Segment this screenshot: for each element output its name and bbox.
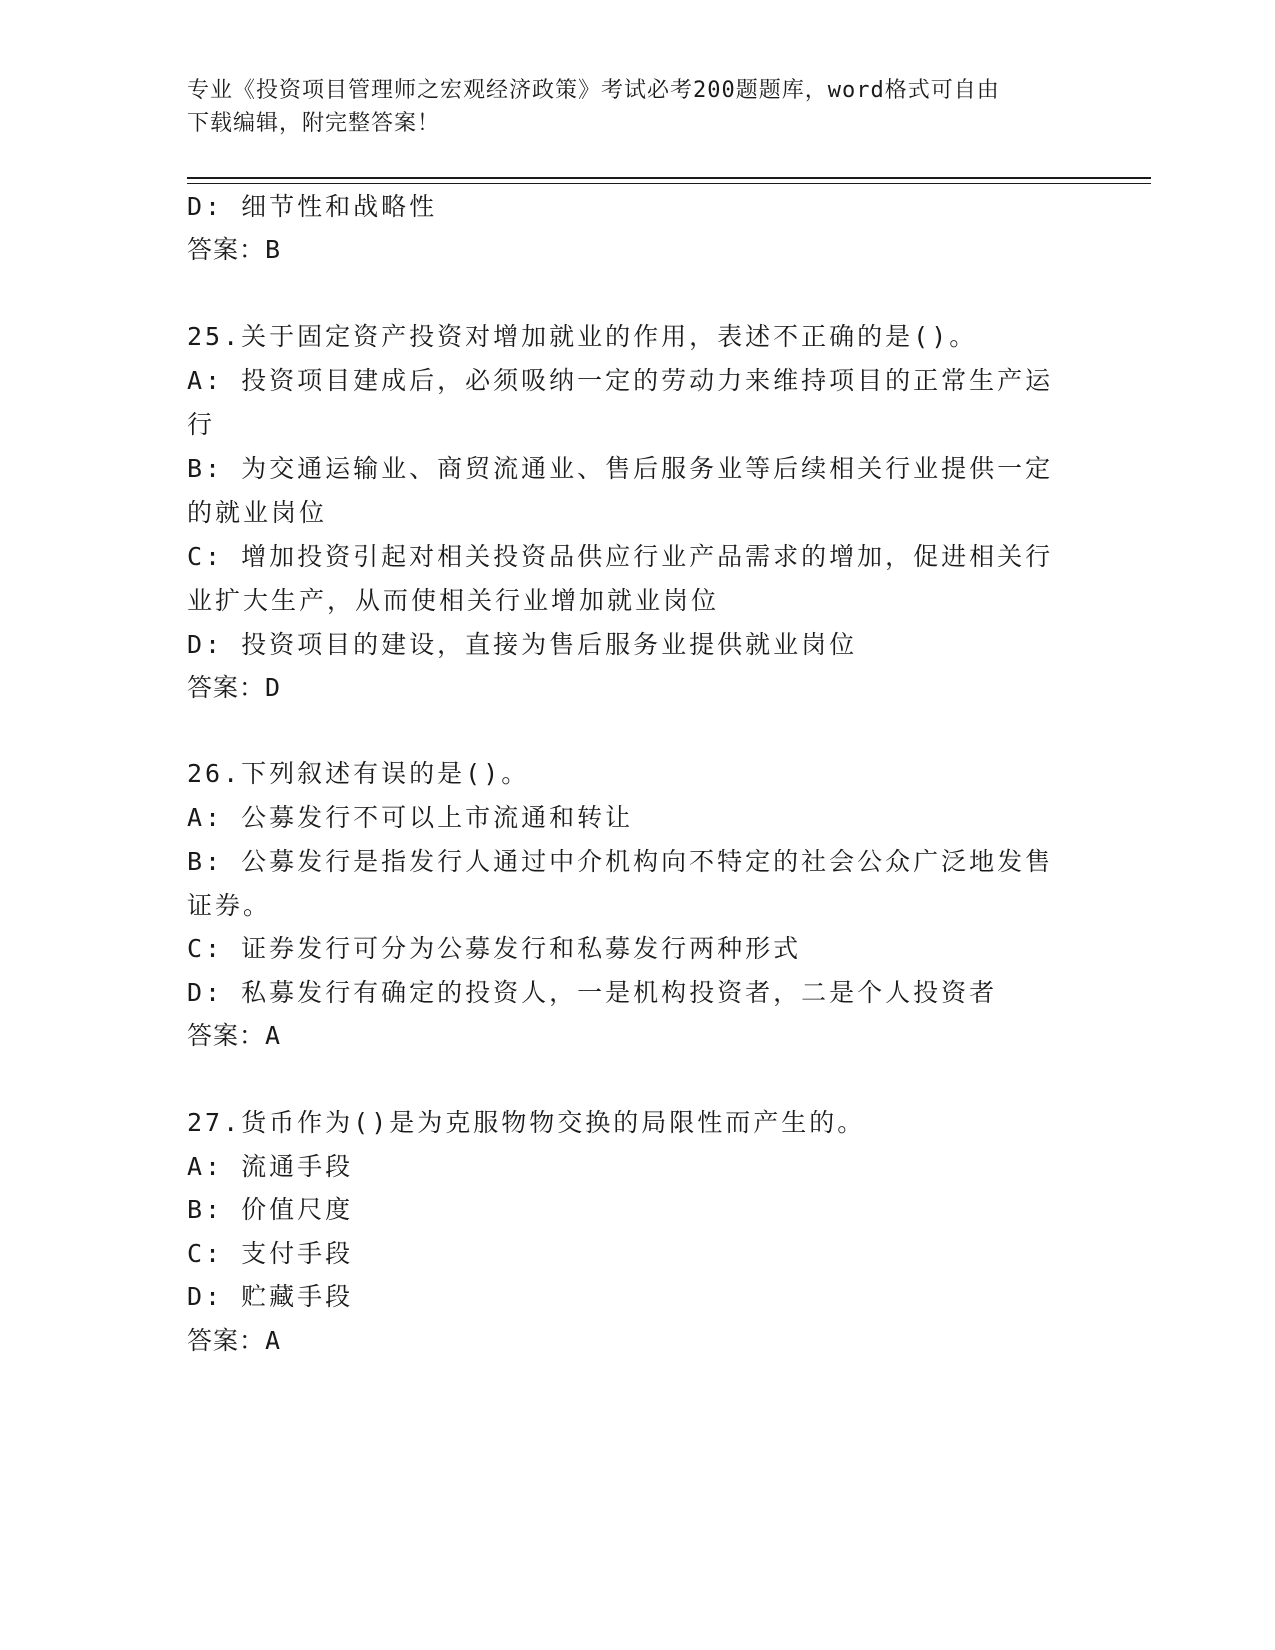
q27-option-d: D: 贮藏手段 [187,1282,354,1311]
answer-value: A [265,1326,282,1355]
q26-option-b-line1: B: 公募发行是指发行人通过中介机构向不特定的社会公众广泛地发售 [187,847,1054,876]
q27-question: 27.货币作为()是为克服物物交换的局限性而产生的。 [187,1108,866,1137]
answer-label: 答案： [187,1021,266,1050]
q25-option-a-line1: A: 投资项目建成后，必须吸纳一定的劳动力来维持项目的正常生产运 [187,366,1054,395]
prev-option-d: D: 细节性和战略性 [187,192,438,221]
answer-value: A [265,1021,282,1050]
header-divider-thick [187,177,1151,179]
q26-option-c: C: 证券发行可分为公募发行和私募发行两种形式 [187,934,802,963]
q25-option-b-line1: B: 为交通运输业、商贸流通业、售后服务业等后续相关行业提供一定 [187,454,1054,483]
q26-option-b-line2: 证券。 [187,891,272,920]
q25-answer [187,671,1087,705]
q26-question: 26.下列叙述有误的是()。 [187,759,530,788]
q25-option-d: D: 投资项目的建设，直接为售后服务业提供就业岗位 [187,630,858,659]
header-line-1: 专业《投资项目管理师之宏观经济政策》考试必考200题题库，word格式可自由 [187,78,1000,103]
q27-answer [187,1324,1087,1358]
q26-option-d: D: 私募发行有确定的投资人，一是机构投资者，二是个人投资者 [187,978,998,1007]
header-divider-thin [187,183,1151,184]
q25-option-a-line2: 行 [187,410,216,439]
document-header [187,74,1087,140]
answer-value: D [265,673,282,702]
q26-answer [187,1019,1087,1053]
answer-label: 答案： [187,673,266,702]
q25-option-c-line2: 业扩大生产，从而使相关行业增加就业岗位 [187,586,720,615]
prev-answer [187,233,1087,267]
q25-option-b-line2: 的就业岗位 [187,498,328,527]
answer-label: 答案： [187,1326,266,1355]
q25-question: 25.关于固定资产投资对增加就业的作用，表述不正确的是()。 [187,322,978,351]
q26-option-a: A: 公募发行不可以上市流通和转让 [187,803,634,832]
q27-option-a: A: 流通手段 [187,1152,354,1181]
q25-option-c-line1: C: 增加投资引起对相关投资品供应行业产品需求的增加，促进相关行 [187,542,1054,571]
answer-label: 答案： [187,235,266,264]
header-line-2: 下载编辑，附完整答案！ [187,111,441,136]
answer-value: B [265,235,282,264]
q27-option-c: C: 支付手段 [187,1239,354,1268]
q27-option-b: B: 价值尺度 [187,1195,354,1224]
